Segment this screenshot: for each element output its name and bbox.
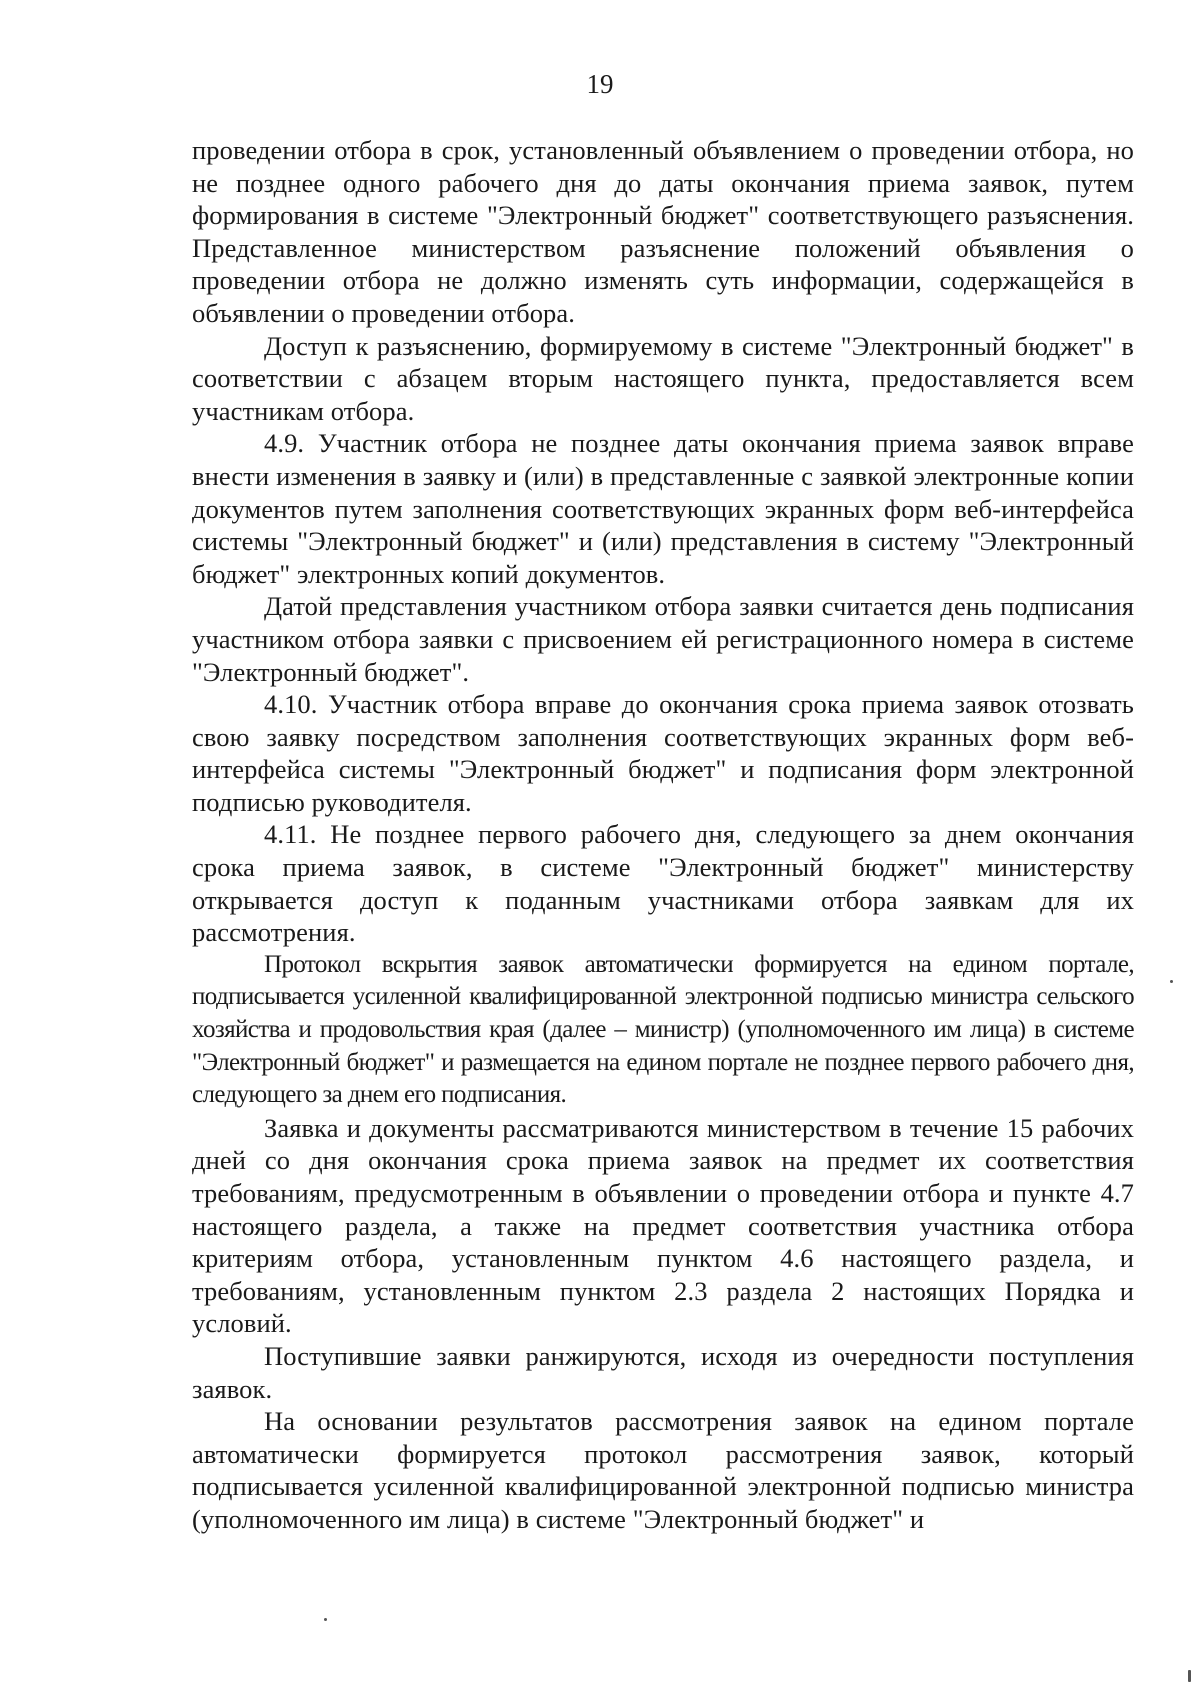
scan-speck — [324, 1618, 327, 1621]
page-number: 19 — [586, 69, 614, 99]
paragraph-4-10: 4.10. Участник отбора вправе до окончания срока приема заявок отозвать свою заявку посредством заполнения соответствующих экранных форм веб-интерфейса системы "Электронный бюджет" и подписания форм электронной подписью руководителя. — [192, 689, 1134, 817]
paragraph-4-9: 4.9. Участник отбора не позднее даты окончания приема заявок вправе внести изменения в заявку и (или) в представленные с заявкой электронные копии документов путем заполнения соответствующих экранных форм веб-интерфейса системы "Электронный бюджет" и (или) представления в систему "Электронный бюджет" электронных копий документов. — [192, 428, 1134, 589]
paragraph-opening-protocol: Протокол вскрытия заявок автоматически формируется на едином портале, подписывается усиленной квалифицированной электронной подписью министра сельского хозяйства и продовольствия края (далее – министр) (уполномоченного им лица) в системе "Электронный бюджет" и размещается на едином портале не позднее первого рабочего дня, следующего за днем его подписания. — [192, 950, 1134, 1109]
scan-speck — [1188, 1670, 1191, 1682]
paragraph-ranking: Поступившие заявки ранжируются, исходя из очередности поступления заявок. — [192, 1340, 1134, 1404]
document-body — [192, 134, 1134, 1536]
paragraph-clarification-access: Доступ к разъяснению, формируемому в системе "Электронный бюджет" в соответствии с абзацем вторым настоящего пункта, предоставляется всем участникам отбора. — [192, 330, 1134, 426]
paragraph-4-11: 4.11. Не позднее первого рабочего дня, следующего за днем окончания срока приема заявок, в системе "Электронный бюджет" министерству открывается доступ к поданным участниками отбора заявкам для их рассмотрения. — [192, 819, 1134, 948]
scan-speck — [1170, 980, 1173, 983]
paragraph-submission-date: Датой представления участником отбора заявки считается день подписания участником отбора заявки с присвоением ей регистрационного номера в системе "Электронный бюджет". — [192, 591, 1134, 687]
paragraph-continuation: проведении отбора в срок, установленный объявлением о проведении отбора, но не позднее одного рабочего дня до даты окончания приема заявок, путем формирования в системе "Электронный бюджет" соответствующего разъяснения. Представленное министерством разъяснение положений объявления о проведении отбора не должно изменять суть информации, содержащейся в объявлении о проведении отбора. — [192, 135, 1134, 328]
paragraph-review-protocol: На основании результатов рассмотрения заявок на едином портале автоматически формируется протокол рассмотрения заявок, который подписывается усиленной квалифицированной электронной подписью министра (уполномоченного им лица) в системе "Электронный бюджет" и — [192, 1406, 1134, 1534]
paragraph-review-period: Заявка и документы рассматриваются министерством в течение 15 рабочих дней со дня окончания срока приема заявок на предмет их соответствия требованиям, предусмотренным в объявлении о проведении отбора и пункте 4.7 настоящего раздела, а также на предмет соответствия участника отбора критериям отбора, установленным пунктом 4.6 настоящего раздела, и требованиям, установленным пунктом 2.3 раздела 2 настоящих Порядка и условий. — [192, 1112, 1134, 1339]
